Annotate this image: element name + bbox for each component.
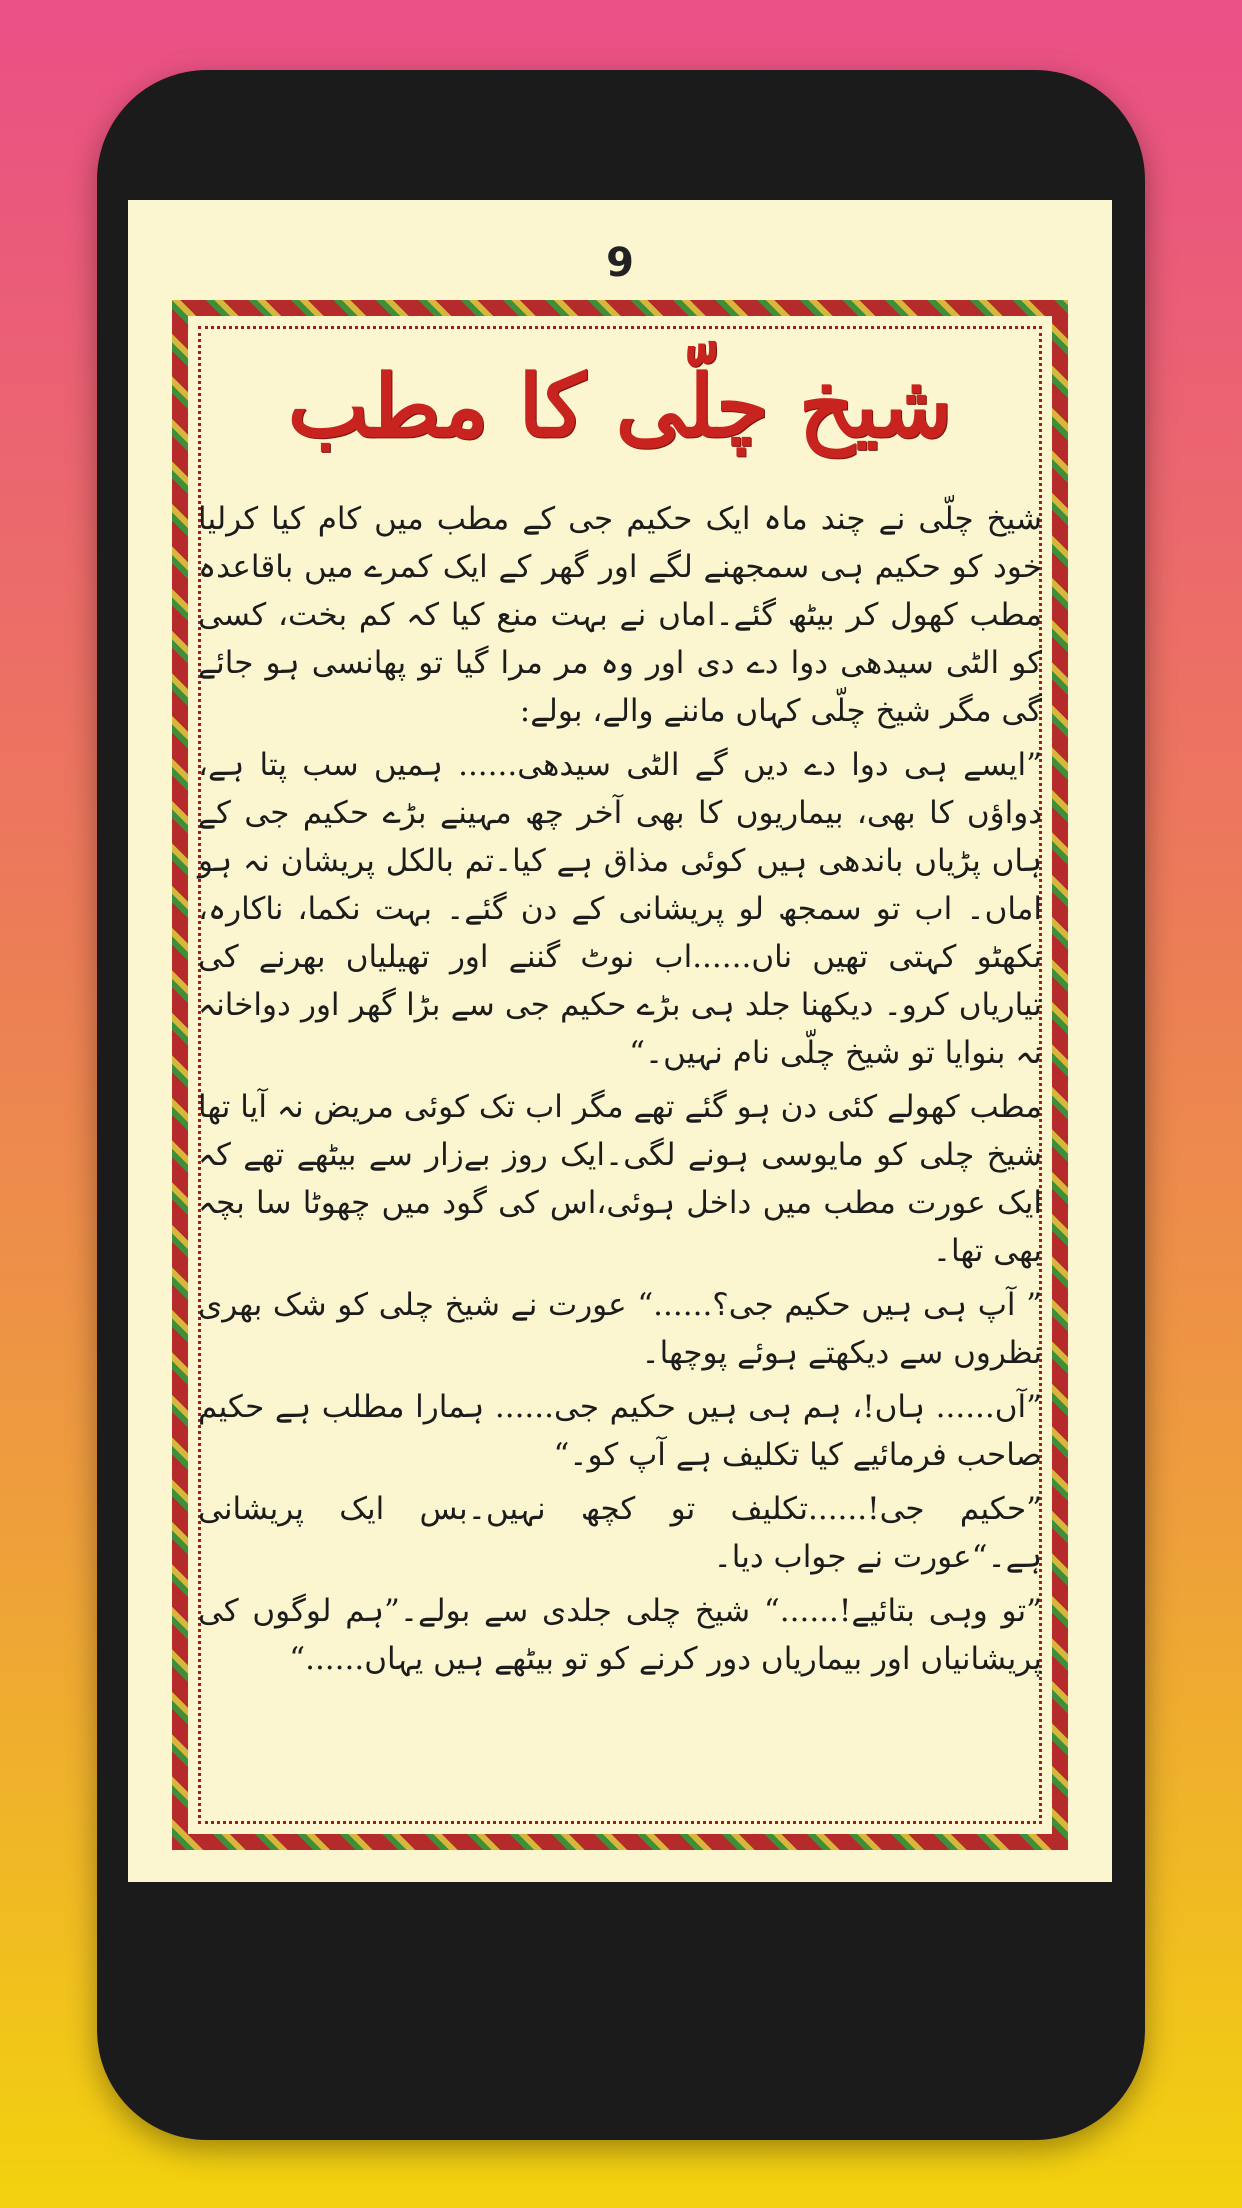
story-paragraph: ”حکیم جی!......تکلیف تو کچھ نہیں۔بس ایک پریشانی ہے۔“عورت نے جواب دیا۔ bbox=[198, 1490, 1042, 1575]
page-number: 9 bbox=[606, 240, 634, 286]
story-paragraph: مطب کھولے کئی دن ہو گئے تھے مگر اب تک کوئی مریض نہ آیا تھا شیخ چلی کو مایوسی ہونے لگی۔ایک روز بےزار سے بیٹھے تھے کہ ایک عورت مطب میں داخل ہوئی،اس کی گود میں چھوٹا سا بچہ بھی تھا۔ bbox=[198, 1088, 1042, 1269]
story-content bbox=[198, 350, 1042, 1689]
story-paragraph: شیخ چلّی نے چند ماہ ایک حکیم جی کے مطب میں کام کیا کرلیا خود کو حکیم ہی سمجھنے لگے اور گھر کے ایک کمرے میں باقاعدہ مطب کھول کر بیٹھ گئے۔اماں نے بہت منع کیا کہ کم بخت، کسی کو الٹی سیدھی دوا دے دی اور وہ مر مرا گیا تو پھانسی ہو جائے گی مگر شیخ چلّی کہاں ماننے والے، بولے: bbox=[198, 500, 1042, 729]
story-paragraph: ”ایسے ہی دوا دے دیں گے الٹی سیدھی...... ہمیں سب پتا ہے، دواؤں کا بھی، بیماریوں کا بھی آخر چھ مہینے بڑے حکیم جی کے ہاں پڑیاں باندھی ہیں کوئی مذاق ہے کیا۔تم بالکل پریشان نہ ہو اماں۔ اب تو سمجھ لو پریشانی کے دن گئے۔ بہت نکما، ناکارہ، نکھٹو کہتی تھیں ناں......اب نوٹ گننے اور تھیلیاں بھرنے کی تیاریاں کرو۔ دیکھنا جلد ہی بڑے حکیم جی سے بڑا گھر اور دواخانہ نہ بنوایا تو شیخ چلّی نام نہیں۔“ bbox=[198, 746, 1042, 1071]
book-page[interactable] bbox=[128, 200, 1112, 1882]
story-title: شیخ چلّی کا مطب bbox=[287, 356, 953, 457]
story-paragraph: ”آں...... ہاں!، ہم ہی ہیں حکیم جی...... ہمارا مطلب ہے حکیم صاحب فرمائیے کیا تکلیف ہے آپ کو۔“ bbox=[198, 1388, 1042, 1473]
story-paragraph: ”تو وہی بتائیے!......“ شیخ چلی جلدی سے بولے۔”ہم لوگوں کی پریشانیاں اور بیماریاں دور کرنے کو تو بیٹھے ہیں یہاں......“ bbox=[198, 1592, 1042, 1677]
story-paragraph: ” آپ ہی ہیں حکیم جی؟......“ عورت نے شیخ چلی کو شک بھری نظروں سے دیکھتے ہوئے پوچھا۔ bbox=[198, 1286, 1042, 1371]
